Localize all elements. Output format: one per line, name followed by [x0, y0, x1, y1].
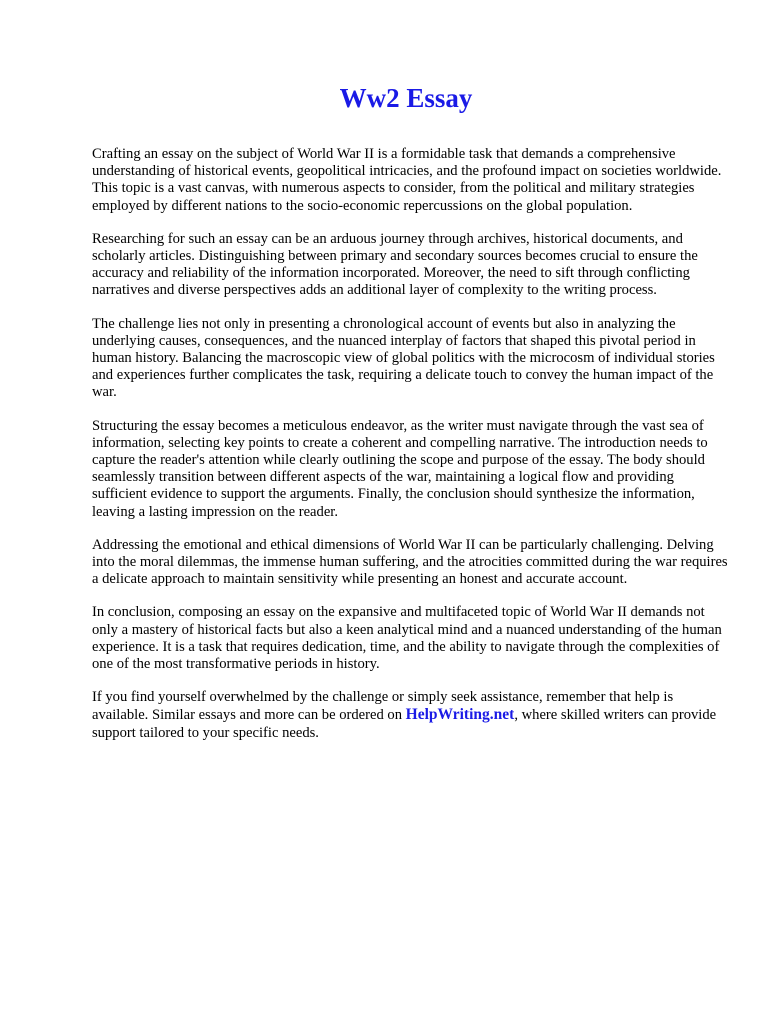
paragraph-structure: Structuring the essay becomes a meticulous endeavor, as the writer must navigate through the vast sea of information, selecting key points to create a coherent and compelling narrative. The introduction needs to capture the reader's attention while clearly outlining the scope and purpose of the essay. The body should seamlessly transition between different aspects of the war, maintaining a logical flow and providing sufficient evidence to support the arguments. Finally, the conclusion should synthesize the information, leaving a lasting impression on the reader. — [92, 417, 708, 520]
paragraph-ethics: Addressing the emotional and ethical dimensions of World War II can be particularly challenging. Delving into the moral dilemmas, the immense human suffering, and the atrocities committed during the war requires a delicate approach to maintain sensitivity while presenting an honest and accurate account. — [92, 536, 728, 588]
paragraph-closing — [92, 689, 732, 742]
paragraph-research: Researching for such an essay can be an arduous journey through archives, historical documents, and scholarly articles. Distinguishing between primary and secondary sources becomes crucial to ensure the accuracy and reliability of the information incorporated. Moreover, the need to sift through conflicting narratives and diverse perspectives adds an additional layer of complexity to the writing process. — [92, 230, 698, 299]
paragraph-conclusion: In conclusion, composing an essay on the expansive and multifaceted topic of World War II demands not only a mastery of historical facts but also a keen analytical mind and a nuanced understanding of the human experience. It is a task that requires dedication, time, and the ability to navigate through the complexities of one of the most transformative periods in history. — [92, 604, 722, 673]
helpwriting-link[interactable]: HelpWriting.net — [405, 706, 515, 724]
essay-body — [92, 146, 732, 758]
paragraph-intro: Crafting an essay on the subject of World War II is a formidable task that demands a comprehensive understanding of historical events, geopolitical intricacies, and the profound impact on societies worldwide. This topic is a vast canvas, with numerous aspects to consider, from the political and military strategies employed by different nations to the socio-economic repercussions on the global population. — [92, 146, 722, 214]
page-title: Ww2 Essay — [339, 83, 473, 113]
closing-text-before: If you find yourself overwhelmed by the challenge or simply seek assistance, remember that help is available. Similar essays and more can be ordered on — [92, 689, 674, 724]
closing-text-after: , where skilled writers can provide support tailored to your specific needs. — [92, 707, 717, 741]
paragraph-challenge: The challenge lies not only in presenting a chronological account of events but also in analyzing the underlying causes, consequences, and the nuanced interplay of factors that shaped this pivotal period in human history. Balancing the macroscopic view of global politics with the microcosm of individual stories and experiences further complicates the task, requiring a delicate touch to convey the human impact of the war. — [92, 315, 715, 401]
